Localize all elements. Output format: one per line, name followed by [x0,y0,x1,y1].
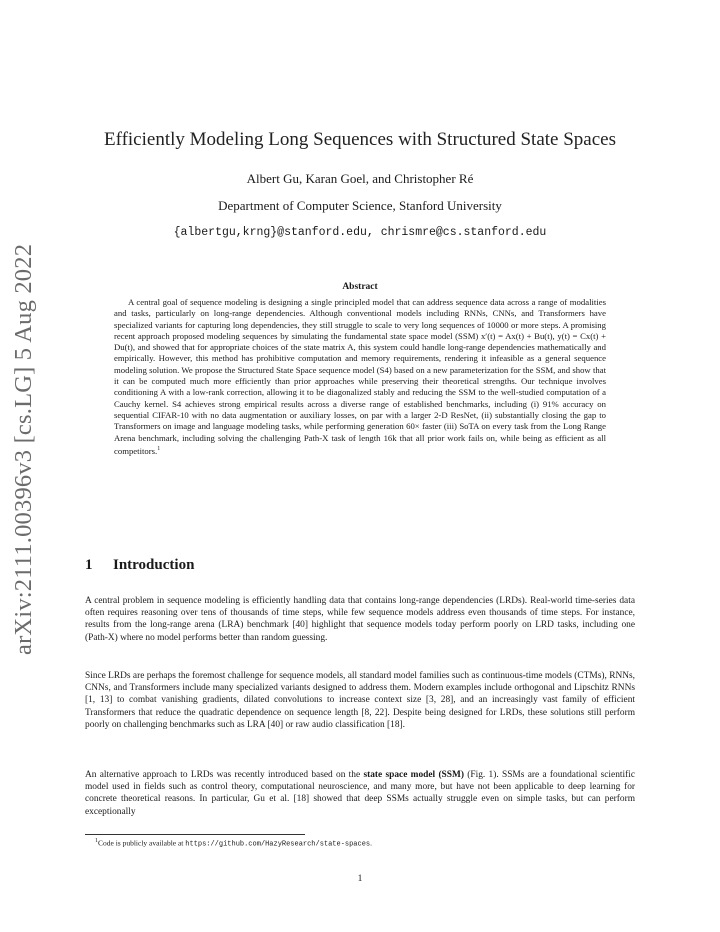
ssm-term: state space model (SSM) [363,770,464,780]
section-heading [85,557,194,574]
footnote-mark: 1 [95,838,98,844]
affiliation: Department of Computer Science, Stanford University [218,198,502,213]
paper-title: Efficiently Modeling Long Sequences with Structured State Spaces [103,129,616,150]
author-list: Albert Gu, Karan Goel, and Christopher Ré [246,171,474,186]
intro-paragraph-3 [85,769,635,818]
abstract-text: A central goal of sequence modeling is designing a single principled model that can address sequence data across a range of modalities and tasks, particularly on long-range dependencies. Although conventional models including RNNs, CNNs, and Transformers have specialized variants for capturing long dependencies, they still struggle to scale to very long sequences of 10000 or more steps. A promising recent approach proposed modeling sequences by simulating the fundamental state space model (SSM) x′(t) = Ax(t) + Bu(t), y(t) = Cx(t) + Du(t), and showed that for appropriate choices of the state matrix A, this system could handle long-range dependencies mathematically and empirically. However, this method has prohibitive computation and memory requirements, rendering it infeasible as a general sequence modeling solution. We propose the Structured State Space sequence model (S4) based on a new parameterization for the SSM, and show that it can be computed much more efficiently than prior approaches while preserving their theoretical strengths. Our technique involves conditioning A with a low-rank correction, allowing it to be diagonalized stably and reducing the SSM to the well-studied computation of a Cauchy kernel. S4 achieves strong empirical results across a diverse range of established benchmarks, including (i) 91% accuracy on sequential CIFAR-10 with no data augmentation or auxiliary losses, on par with a larger 2-D ResNet, (ii) substantially closing the gap to Transformers on image and language modeling tasks, while performing generation 60× faster (iii) SoTA on every task from the Long Range Arena benchmark, including solving the challenging Path-X task of length 16k that all prior work fails on, while being as efficient as all competitors. [114,297,606,456]
abstract-footnote-mark: 1 [157,445,161,452]
intro-paragraph-1: A central problem in sequence modeling is efficiently handling data that contains long-range dependencies (LRDs). Real-world time-series data often requires reasoning over tens of thousands of time steps, while few sequence models address even thousands of time steps. For instance, results from the long-range arena (LRA) benchmark [40] highlight that sequence models today perform poorly on LRD tasks, including one (Path-X) where no model performs better than random guessing. [85,596,635,643]
intro-paragraph-3-rest: (Fig. 1). SSMs are a foundational scientific model used in fields such as control theory, computational neuroscience, and many more, but have not been applicable to deep learning for concrete theoretical reasons. In particular, Gu et al. [18] showed that deep SSMs actually struggle even on simple tasks, but can perform exceptionally [85,770,635,817]
author-emails: {albertgu,krng}@stanford.edu, chrismre@cs.stanford.edu [173,226,547,239]
footnote [95,838,372,849]
section-title: Introduction [113,557,195,573]
intro-paragraph-2: Since LRDs are perhaps the foremost challenge for sequence models, all standard model families such as continuous-time models (CTMs), RNNs, CNNs, and Transformers include many specialized variants designed to address them. Modern examples include orthogonal and Lipschitz RNNs [1, 13] to combat vanishing gradients, dilated convolutions to increase context size [3, 28], and an increasingly vast family of efficient Transformers that reduce the quadratic dependence on sequence length [8, 22]. Despite being designed for LRDs, these solutions still perform poorly on challenging benchmarks such as LRA [40] or raw audio classification [18]. [85,671,635,730]
footnote-divider [85,834,305,835]
intro-paragraph-3-start: An alternative approach to LRDs was recently introduced based on the [85,770,364,780]
abstract-heading: Abstract [342,282,378,292]
arxiv-identifier: arXiv:2111.00396v3 [cs.LG] 5 Aug 2022 [10,243,37,655]
footnote-end: . [370,838,372,848]
page-number: 1 [357,874,363,884]
footnote-text: Code is publicly available at [98,838,186,848]
abstract-body [114,297,606,457]
section-number: 1 [85,557,93,573]
code-repo-link[interactable]: https://github.com/HazyResearch/state-spaces [185,840,371,849]
